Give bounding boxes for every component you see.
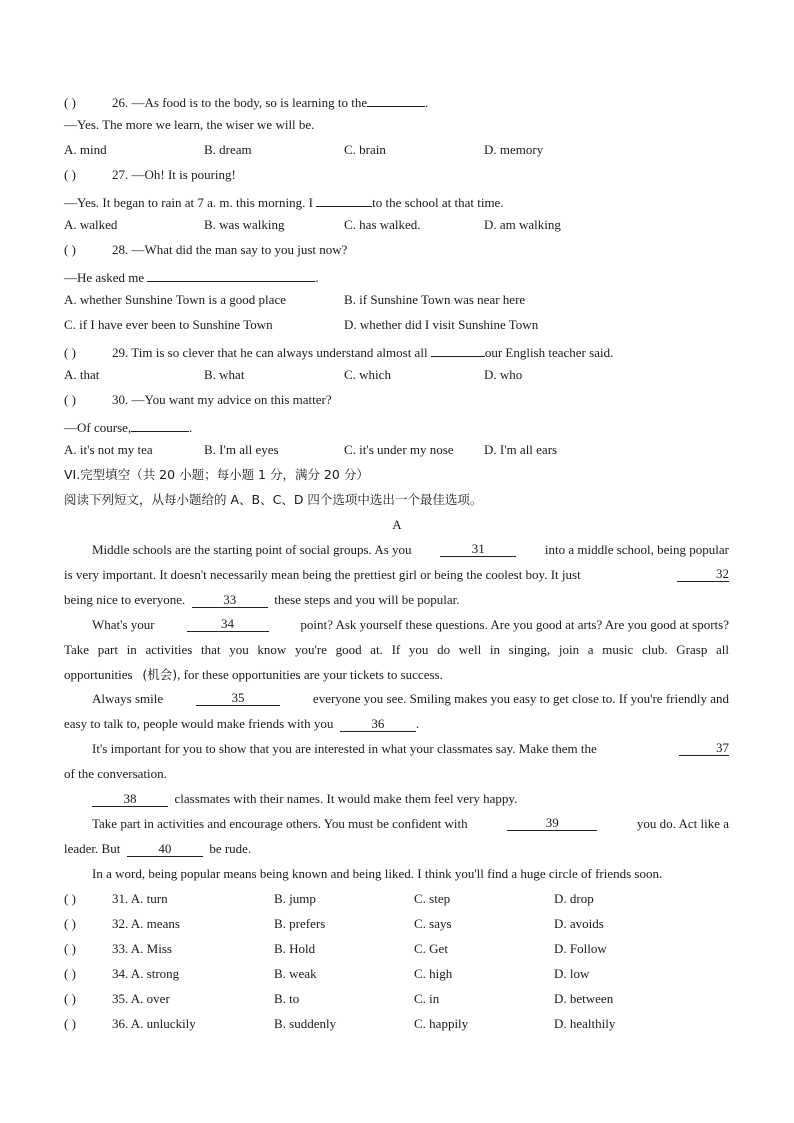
cloze-option-c: C. high [414,966,453,981]
cloze-option-c: C. in [414,991,440,1006]
q27-option-c: C. has walked. [344,217,421,232]
answer-paren: ( ) [64,392,76,407]
cloze-option-d: D. drop [554,891,594,906]
q26-option-d: D. memory [484,142,544,157]
q30-option-c: C. it's under my nose [344,442,454,457]
cloze-option-c: C. Get [414,941,448,956]
question-27-reply: —Yes. It began to rain at 7 a. m. this morning. I to the school at that time. [64,192,504,211]
cloze-option-b: B. jump [274,891,316,906]
q28-option-c: C. if I have ever been to Sunshine Town [64,317,273,332]
blank-35: 35 [196,691,280,706]
cloze-option-b: B. weak [274,966,317,981]
q29-option-c: C. which [344,367,391,382]
passage-line: Take part in activities and encourage others. You must be confident with 39 you do. Act like a [92,815,729,831]
passage-line: is very important. It doesn't necessarily mean being the prettiest girl or being the coolest boy. It just 32 [64,566,729,582]
passage-line: What's your 34 point? Ask yourself these questions. Are you good at arts? Are you good at sports? [92,616,729,632]
answer-paren: ( ) [64,345,76,360]
passage-line: being nice to everyone. 33 these steps and you will be popular. [64,592,460,607]
section-title: VI.完型填空（共 20 小题；每小题 1 分，满分 20 分） [64,467,369,482]
answer-blank [131,417,189,432]
question-28-stem: ( ) 28. —What did the man say to you just now? [64,242,348,257]
q26-option-b: B. dream [204,142,252,157]
q30-option-d: D. I'm all ears [484,442,558,457]
cloze-option-d: D. avoids [554,916,604,931]
question-26-reply: —Yes. The more we learn, the wiser we will be. [64,117,315,132]
q27-option-a: A. walked [64,217,118,232]
q28-option-b: B. if Sunshine Town was near here [344,292,526,307]
cloze-option-c: C. step [414,891,451,906]
question-28-reply: —He asked me . [64,267,319,286]
q29-option-b: B. what [204,367,245,382]
cloze-row: ( ) 33. A. Miss [64,941,172,956]
passage-line: opportunities (机会), for these opportunities are your tickets to success. [64,667,443,682]
cloze-option-d: D. between [554,991,614,1006]
blank-36: 36 [340,717,416,732]
answer-paren: ( ) [64,167,76,182]
answer-paren: ( ) [64,242,76,257]
cloze-row: ( ) 36. A. unluckily [64,1016,196,1031]
cloze-option-b: B. Hold [274,941,316,956]
q26-option-a: A. mind [64,142,107,157]
question-29-stem: ( ) 29. Tim is so clever that he can always understand almost all our English teacher said. [64,342,613,361]
cloze-option-d: D. Follow [554,941,607,956]
blank-32: 32 [677,567,729,582]
q29-option-a: A. that [64,367,100,382]
cloze-option-b: B. prefers [274,916,326,931]
section-instruction: 阅读下列短文，从每小题给的 A、B、C、D 四个选项中选出一个最佳选项。 [64,492,483,507]
question-30-stem: ( ) 30. —You want my advice on this matter? [64,392,332,407]
q30-option-a: A. it's not my tea [64,442,153,457]
passage-line: Middle schools are the starting point of social groups. As you 31 into a middle school, being popular [92,541,729,557]
cloze-option-d: D. healthily [554,1016,616,1031]
answer-paren: ( ) [64,95,76,110]
passage-line: leader. But 40 be rude. [64,841,252,856]
passage-line: In a word, being popular means being known and being liked. I think you'll find a huge circle of friends soon. [92,866,663,881]
blank-38: 38 [92,792,168,807]
q27-option-d: D. am walking [484,217,561,232]
cloze-row: ( ) 35. A. over [64,991,170,1006]
blank-40: 40 [127,842,203,857]
blank-34: 34 [187,617,269,632]
blank-33: 33 [192,593,268,608]
cloze-row: ( ) 34. A. strong [64,966,180,981]
q28-option-a: A. whether Sunshine Town is a good place [64,292,286,307]
passage-line: Always smile 35 everyone you see. Smiling makes you easy to get close to. If you're friendly and [92,690,729,706]
blank-37: 37 [679,741,729,756]
passage-line: Take part in activities that you know you're good at. If you do well in singing, join a music club. Grasp all [64,642,729,657]
answer-blank [367,92,425,107]
q27-option-b: B. was walking [204,217,285,232]
cloze-option-b: B. to [274,991,300,1006]
cloze-row: ( ) 31. A. turn [64,891,168,906]
question-27-stem: ( ) 27. —Oh! It is pouring! [64,167,236,182]
question-30-reply: —Of course, . [64,417,192,436]
q28-option-d: D. whether did I visit Sunshine Town [344,317,539,332]
cloze-option-c: C. happily [414,1016,469,1031]
passage-label: A [392,517,402,532]
passage-line: It's important for you to show that you are interested in what your classmates say. Make them the 37 [92,740,729,756]
blank-31: 31 [440,542,516,557]
cloze-option-d: D. low [554,966,590,981]
q29-option-d: D. who [484,367,523,382]
q26-option-c: C. brain [344,142,386,157]
question-26-stem: ( ) 26. —As food is to the body, so is learning to the . [64,92,428,111]
passage-line: of the conversation. [64,766,167,781]
q30-option-b: B. I'm all eyes [204,442,279,457]
answer-blank [147,267,315,282]
answer-blank [316,192,372,207]
blank-39: 39 [507,816,597,831]
cloze-option-b: B. suddenly [274,1016,337,1031]
cloze-option-c: C. says [414,916,452,931]
answer-blank [431,342,485,357]
passage-line: 38 classmates with their names. It would make them feel very happy. [92,791,729,807]
passage-line: easy to talk to, people would make friends with you 36 . [64,716,420,731]
cloze-row: ( ) 32. A. means [64,916,180,931]
